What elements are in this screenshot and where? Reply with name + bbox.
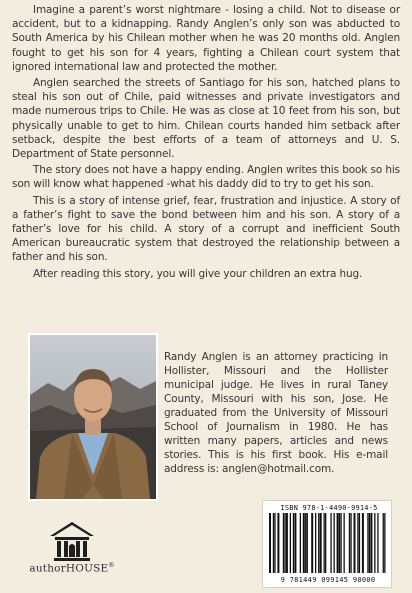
barcode-bar (274, 513, 275, 573)
author-portrait-illustration (30, 335, 156, 499)
barcode-bar (283, 513, 284, 573)
barcode-bar (277, 513, 279, 573)
barcode-bar (325, 513, 326, 573)
barcode-bar (293, 513, 294, 573)
barcode-bars-icon (269, 513, 387, 575)
barcode-bar (324, 513, 325, 573)
barcode-bar (362, 513, 364, 573)
barcode-bar (349, 513, 350, 573)
barcode-bar (350, 513, 351, 573)
barcode-bar (359, 513, 360, 573)
author-bio: Randy Anglen is an attorney practicing in Hollister, Missouri and the Hollister municipal judge. He lives in rural Taney County, Missouri with his son, Jose. He graduated from the University of Missouri School of Journalism in 1980. He has written many papers, articles and news stories. This is his first book. His e-mail address is: anglen@hotmail.com. (164, 351, 388, 475)
isbn-number: ISBN 978-1-4490-9914-5 (280, 504, 378, 512)
barcode-bar (357, 513, 358, 573)
isbn-barcode (262, 500, 392, 588)
barcode-bar (273, 513, 274, 573)
blurb-paragraph-2: Anglen searched the streets of Santiago for his son, hatched plans to steal his son out of Chile, paid witnesses and private investigators and made numerous trips to Chile. He was as close at 10 feet from his son, but physically unable to get to him. Chilean courts handed him setback after setback, despite the best efforts of a team of attorneys and U. S. Department of State personnel. (12, 77, 400, 161)
authorhouse-house-icon (20, 520, 124, 562)
barcode-bar (374, 513, 375, 573)
blurb-paragraph-1: Imagine a parent’s worst nightmare - losing a child. Not to disease or accident, but to a kidnapping. Randy Anglen’s only son was abducted to South America by his Chilean mother when he was 20 months old. Anglen fought to get his son for 4 years, fighting a Chilean court system that ignored international law and protected the mother. (12, 4, 400, 73)
barcode-bar (337, 513, 339, 573)
blurb-paragraph-3: The story does not have a happy ending. Anglen writes this book so his son will know what happened -what his daddy did to try to get his son. (12, 164, 400, 191)
barcode-bar (305, 513, 306, 573)
barcode-bar (320, 513, 322, 573)
barcode-bar (377, 513, 378, 573)
back-cover-blurb (12, 3, 400, 283)
publisher-name: authorHOUSE (29, 562, 109, 575)
barcode-bar (344, 513, 345, 573)
barcode-bar (339, 513, 340, 573)
barcode-bar (303, 513, 305, 573)
publisher-logo (20, 520, 124, 580)
blurb-paragraph-5: After reading this story, you will give your children an extra hug. (33, 267, 363, 280)
barcode-bar (384, 513, 385, 573)
barcode-bar (334, 513, 335, 573)
price-code: 90000 (352, 576, 376, 584)
barcode-bar (330, 513, 331, 573)
barcode-bar (367, 513, 368, 573)
barcode-bar (354, 513, 356, 573)
author-photo (28, 333, 158, 501)
barcode-bar (290, 513, 291, 573)
publisher-trademark: ® (108, 562, 115, 569)
barcode-bar (307, 513, 308, 573)
barcode-bar (369, 513, 370, 573)
barcode-bar (269, 513, 271, 573)
barcode-bar (370, 513, 372, 573)
barcode-bar (286, 513, 288, 573)
barcode-bar (315, 513, 316, 573)
barcode-digits: 9 781449 099145 (280, 576, 349, 584)
blurb-paragraph-4: This is a story of intense grief, fear, frustration and injustice. A story of a father’s fight to save the bond between him and his son. A story of a father’s love for his child. A story of a corrupt and inefficient South American bureaucratic system that destroyed the relationship between a father and his son. (12, 194, 400, 264)
barcode-bar (300, 513, 301, 573)
barcode-bar (383, 513, 384, 573)
barcode-bar (311, 513, 313, 573)
barcode-bar (284, 513, 285, 573)
barcode-bar (294, 513, 296, 573)
barcode-bar (340, 513, 341, 573)
barcode-bar (318, 513, 319, 573)
